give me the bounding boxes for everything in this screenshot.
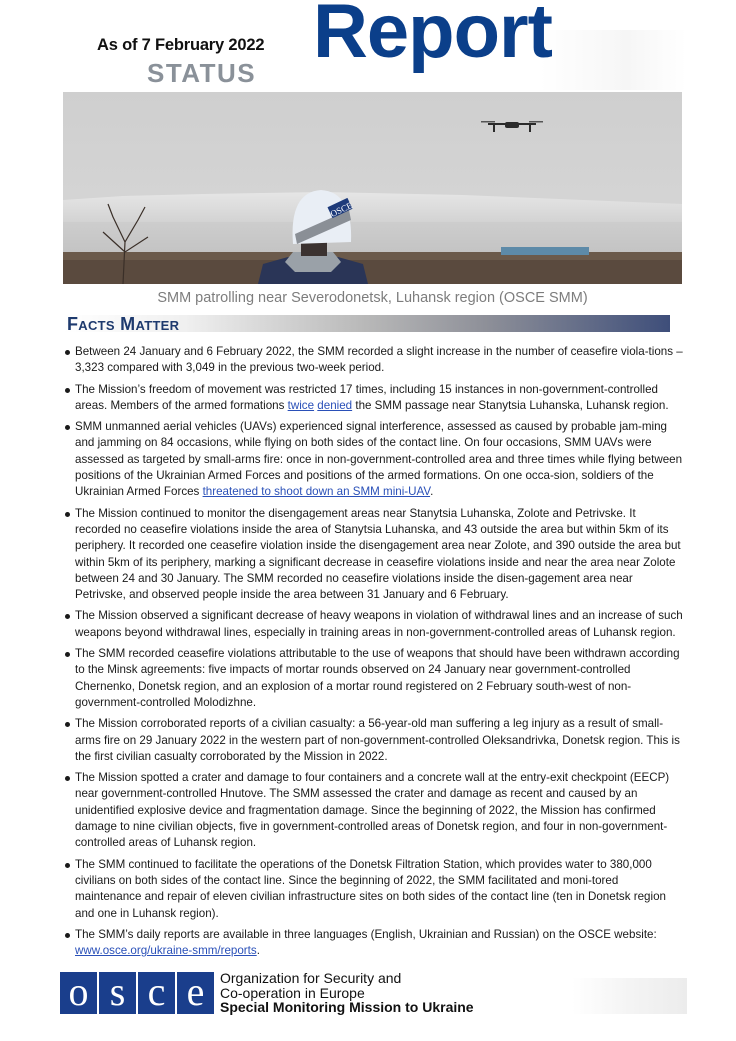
osce-logo-letter: e	[177, 972, 214, 1014]
osce-logo-letter: o	[60, 972, 97, 1014]
inline-link[interactable]: www.osce.org/ukraine-smm/reports	[75, 944, 257, 958]
bullet-text: The Mission observed a significant decrease of heavy weapons in violation of withdrawal lines and an increase of such weapons beyond withdrawal lines, especially in training areas in non-government-controlled areas of Luhansk region.	[75, 609, 683, 639]
fact-bullet	[63, 770, 683, 851]
inline-link[interactable]: twice	[287, 398, 315, 412]
organization-name	[220, 971, 474, 1015]
fact-bullet	[63, 646, 683, 711]
facts-list	[63, 344, 683, 964]
bullet-text: .	[430, 485, 434, 499]
bullet-text: SMM unmanned aerial vehicles (UAVs) experienced signal interference, assessed as caused by probable jam-ming and jamming on 84 occasions, while flying on both sides of the contact line. On four occasions, SMM UAVs were assessed as targeted by small-arms fire: once in non-government-controlled area and three times while flying between positions of the Ukrainian Armed Forces and positions of the armed formations. On one occa-sion, soldiers of the Ukrainian Armed Forces	[75, 420, 683, 499]
header-fade-decoration	[540, 30, 686, 90]
fact-bullet	[63, 608, 683, 641]
org-line-1: Organization for Security and	[220, 970, 402, 986]
fact-bullet	[63, 857, 683, 922]
bullet-dot-icon	[65, 614, 70, 619]
bullet-dot-icon	[65, 512, 70, 517]
bullet-dot-icon	[65, 425, 70, 430]
bullet-text: Between 24 January and 6 February 2022, the SMM recorded a slight increase in the number of ceasefire viola-tions – 3,323 compared with 3,049 in the previous two-week period.	[75, 345, 683, 375]
photo-caption: SMM patrolling near Severodonetsk, Luhansk region (OSCE SMM)	[157, 290, 588, 306]
cover-photo	[63, 92, 682, 284]
inline-link[interactable]: threatened to shoot down an SMM mini-UAV	[202, 485, 431, 499]
fact-bullet	[63, 344, 683, 377]
report-title: Report	[313, 0, 552, 74]
bullet-dot-icon	[65, 933, 70, 938]
bullet-dot-icon	[65, 863, 70, 868]
org-line-2: Co-operation in Europe	[220, 984, 365, 1001]
helmet-osce-text: OSCE	[328, 200, 354, 219]
bullet-text: The Mission continued to monitor the disengagement areas near Stanytsia Luhanska, Zolote and Petrivske. It recorded no ceasefire violations inside the area of Stanytsia Luhanska, and 43 outside the area but within 5km of its periphery. It recorded one ceasefire violation inside the disengagement area near Zolote, and 390 outside the area but within 5km of its periphery, marking a significant decrease in ceasefire violations inside and near the area near Zolote between 24 and 30 January. The SMM recorded no ceasefire violations inside the disen-gagement area near Petrivske, and observed people inside the area between 31 January and 6 February.	[75, 506, 681, 602]
report-date: As of 7 February 2022	[97, 36, 265, 54]
bullet-text: the SMM passage near Stanytsia Luhanska, Luhansk region.	[352, 398, 669, 412]
bullet-text: The Mission’s freedom of movement was restricted 17 times, including 15 instances in non-government-controlled areas. Members of the armed formations	[75, 382, 658, 412]
fact-bullet	[63, 419, 683, 500]
bullet-text: The Mission spotted a crater and damage to four containers and a concrete wall at the entry-exit checkpoint (EECP) near government-controlled Hnutove. The SMM assessed the crater and damage as recent and caused by an unidentified explosive device and fragmentation damage. Since the beginning of 2022, the Mission has confirmed damage to nine civilian objects, five in government-controlled areas of Donetsk region, and four in non-government-controlled areas of Luhansk region.	[75, 771, 670, 850]
status-label: STATUS	[147, 58, 257, 88]
osce-logo-letter: c	[138, 972, 175, 1014]
osce-logo-letter: s	[99, 972, 136, 1014]
bullet-dot-icon	[65, 722, 70, 727]
bullet-dot-icon	[65, 652, 70, 657]
bullet-text: The SMM’s daily reports are available in three languages (English, Ukrainian and Russian) on the OSCE website:	[75, 927, 657, 941]
bullet-text: The SMM continued to facilitate the operations of the Donetsk Filtration Station, which provides water to 380,000 civilians on both sides of the contact line. Since the beginning of 2022, the SMM facilitated and moni-tored maintenance and repair of eleven civilian infrastructure sites on both sides of the contact line (ten in Donetsk region and one in Luhansk region).	[75, 857, 666, 920]
osce-logo	[60, 969, 214, 1014]
section-title: Facts Matter	[67, 314, 180, 334]
footer-fade-decoration	[572, 978, 687, 1014]
bullet-dot-icon	[65, 388, 70, 393]
report-header	[0, 0, 736, 92]
bullet-text: The Mission corroborated reports of a civilian casualty: a 56-year-old man suffering a leg injury as a result of small-arms fire on 29 January 2022 in the western part of non-government-controlled Oleksandrivka, Donetsk region. This is the first civilian casualty corroborated by the Mission in 2022.	[75, 717, 680, 763]
fact-bullet	[63, 716, 683, 765]
bullet-dot-icon	[65, 350, 70, 355]
fact-bullet	[63, 927, 683, 960]
bullet-text: .	[256, 944, 260, 958]
bullet-dot-icon	[65, 776, 70, 781]
bullet-text: The SMM recorded ceasefire violations attributable to the use of weapons that should have been withdrawn according to the Minsk agreements: five impacts of mortar rounds observed on 24 January near government-controlled Chernenko, Donetsk region, and an explosion of a mortar round registered on 2 February south-west of non-government-controlled Molodizhne.	[75, 647, 680, 709]
fact-bullet	[63, 382, 683, 415]
mission-name: Special Monitoring Mission to Ukraine	[220, 999, 474, 1015]
inline-link[interactable]: denied	[317, 398, 353, 412]
fact-bullet	[63, 506, 683, 604]
